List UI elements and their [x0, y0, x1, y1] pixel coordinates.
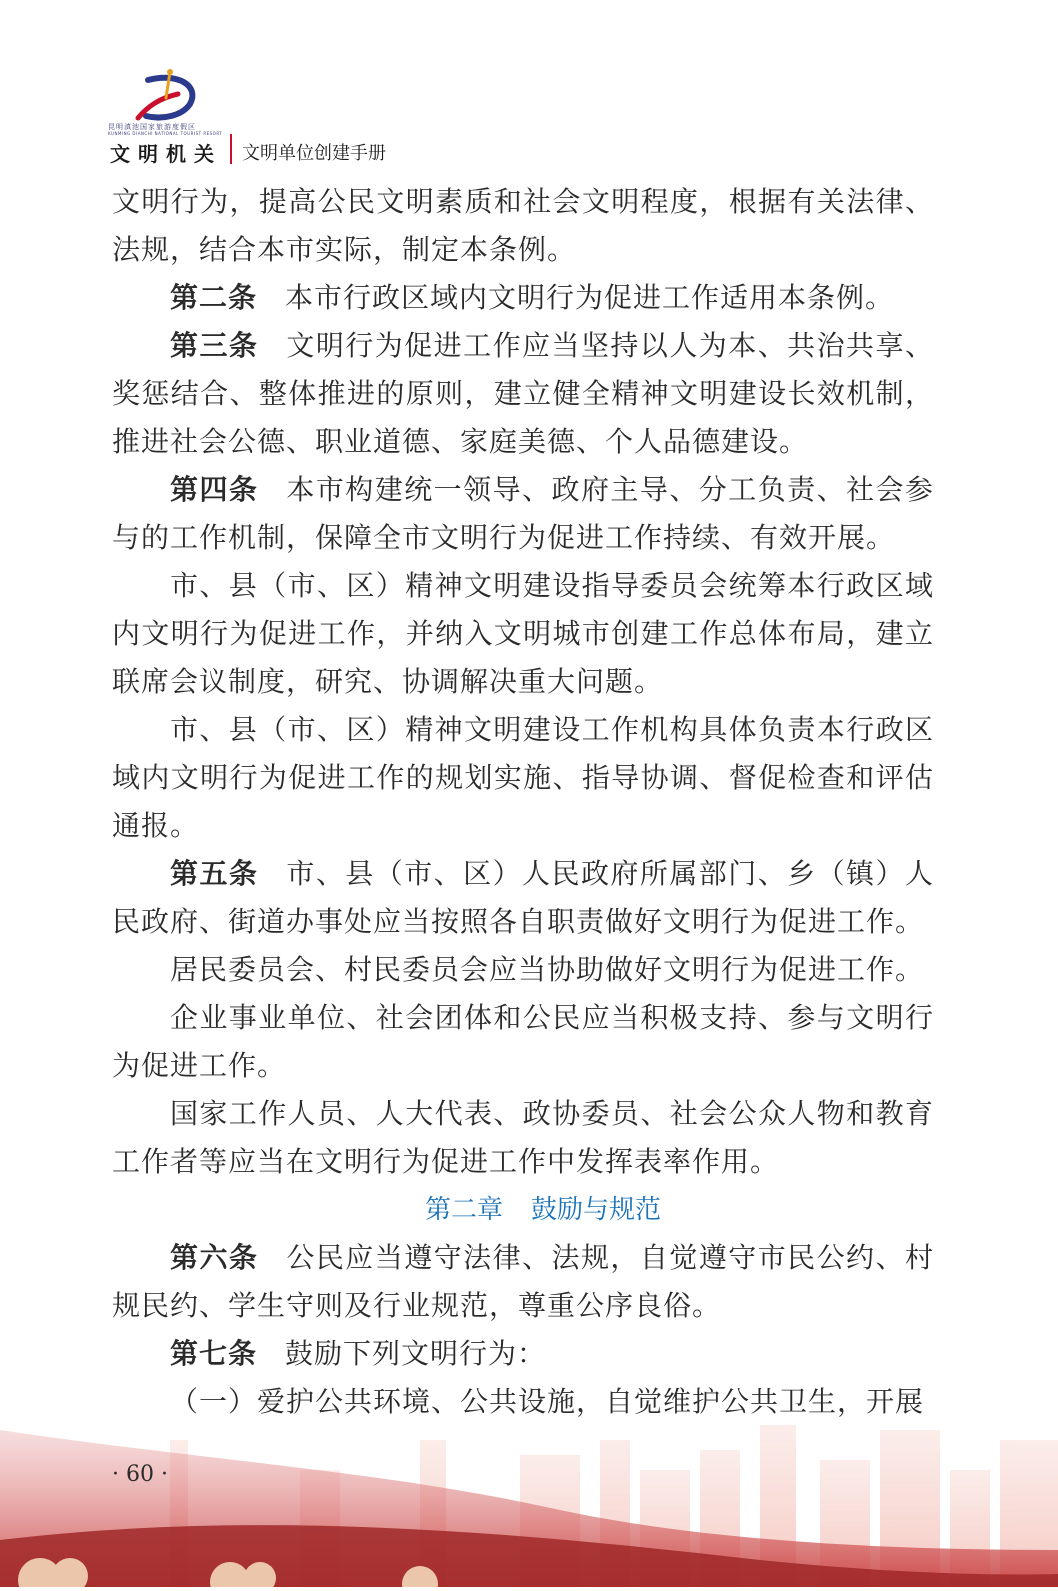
resort-logo: [108, 68, 228, 128]
paragraph-text: 国家工作人员、人大代表、政协委员、社会公众人物和教育工作者等应当在文明行为促进工作中发挥表率作用。: [112, 1097, 934, 1178]
logo-name-cn: 昆明滇池国家旅游度假区: [108, 123, 196, 131]
article-number: 第七条: [170, 1337, 258, 1370]
paragraph: [112, 994, 934, 1090]
paragraph-text: 文明行为，提高公民文明素质和社会文明程度，根据有关法律、法规，结合本市实际，制定本条例。: [112, 185, 934, 266]
paragraph: [112, 178, 934, 274]
article-paragraph: [112, 322, 934, 466]
paragraph-text: 企业事业单位、社会团体和公民应当积极支持、参与文明行为促进工作。: [112, 1001, 934, 1082]
page-header: [108, 68, 508, 168]
paragraph-text: 文明行为促进工作应当坚持以人为本、共治共享、奖惩结合、整体推进的原则，建立健全精神文明建设长效机制，推进社会公德、职业道德、家庭美德、个人品德建设。: [112, 329, 934, 458]
page-number: · 60 ·: [112, 1462, 168, 1487]
paragraph-text: 鼓励下列文明行为：: [285, 1337, 547, 1370]
chapter-heading: [112, 1186, 934, 1234]
paragraph-text: 市、县（市、区）精神文明建设工作机构具体负责本行政区域内文明行为促进工作的规划实施、指导协调、督促检查和评估通报。: [112, 713, 934, 842]
chapter-title: 鼓励与规范: [531, 1195, 662, 1225]
article-paragraph: [112, 1330, 934, 1378]
article-number: 第四条: [170, 473, 259, 506]
paragraph-text: 本市行政区域内文明行为促进工作适用本条例。: [285, 281, 895, 314]
chapter-number: 第二章: [424, 1195, 503, 1225]
article-paragraph: [112, 850, 934, 946]
paragraph-text: （一）爱护公共环境、公共设施，自觉维护公共卫生，开展: [170, 1385, 925, 1418]
header-divider: [230, 134, 232, 164]
paragraph: [112, 1090, 934, 1186]
paragraph: [112, 706, 934, 850]
paragraph: [112, 562, 934, 706]
article-number: 第二条: [170, 281, 258, 314]
paragraph-text: 市、县（市、区）人民政府所属部门、乡（镇）人民政府、街道办事处应当按照各自职责做好文明行为促进工作。: [112, 857, 934, 938]
paragraph-text: 公民应当遵守法律、法规，自觉遵守市民公约、村规民约、学生守则及行业规范，尊重公序良俗。: [112, 1241, 934, 1322]
paragraph-text: 本市构建统一领导、政府主导、分工负责、社会参与的工作机制，保障全市文明行为促进工作持续、有效开展。: [112, 473, 934, 554]
article-number: 第三条: [170, 329, 259, 362]
article-number: 第六条: [170, 1241, 259, 1274]
brand-title: 文明机关: [110, 142, 222, 166]
page-content: [112, 178, 934, 1426]
article-paragraph: [112, 466, 934, 562]
footer-decoration: [0, 1400, 1058, 1587]
paragraph-text: 市、县（市、区）精神文明建设指导委员会统筹本行政区域内文明行为促进工作，并纳入文明城市创建工作总体布局，建立联席会议制度，研究、协调解决重大问题。: [112, 569, 934, 698]
logo-name-en: KUNMING DIANCHI NATIONAL TOURIST RESORT: [108, 131, 223, 136]
handbook-title: 文明单位创建手册: [242, 143, 386, 164]
article-number: 第五条: [170, 857, 259, 890]
paragraph: [112, 946, 934, 994]
article-paragraph: [112, 1234, 934, 1330]
article-paragraph: [112, 274, 934, 322]
paragraph-text: 居民委员会、村民委员会应当协助做好文明行为促进工作。: [170, 953, 925, 986]
